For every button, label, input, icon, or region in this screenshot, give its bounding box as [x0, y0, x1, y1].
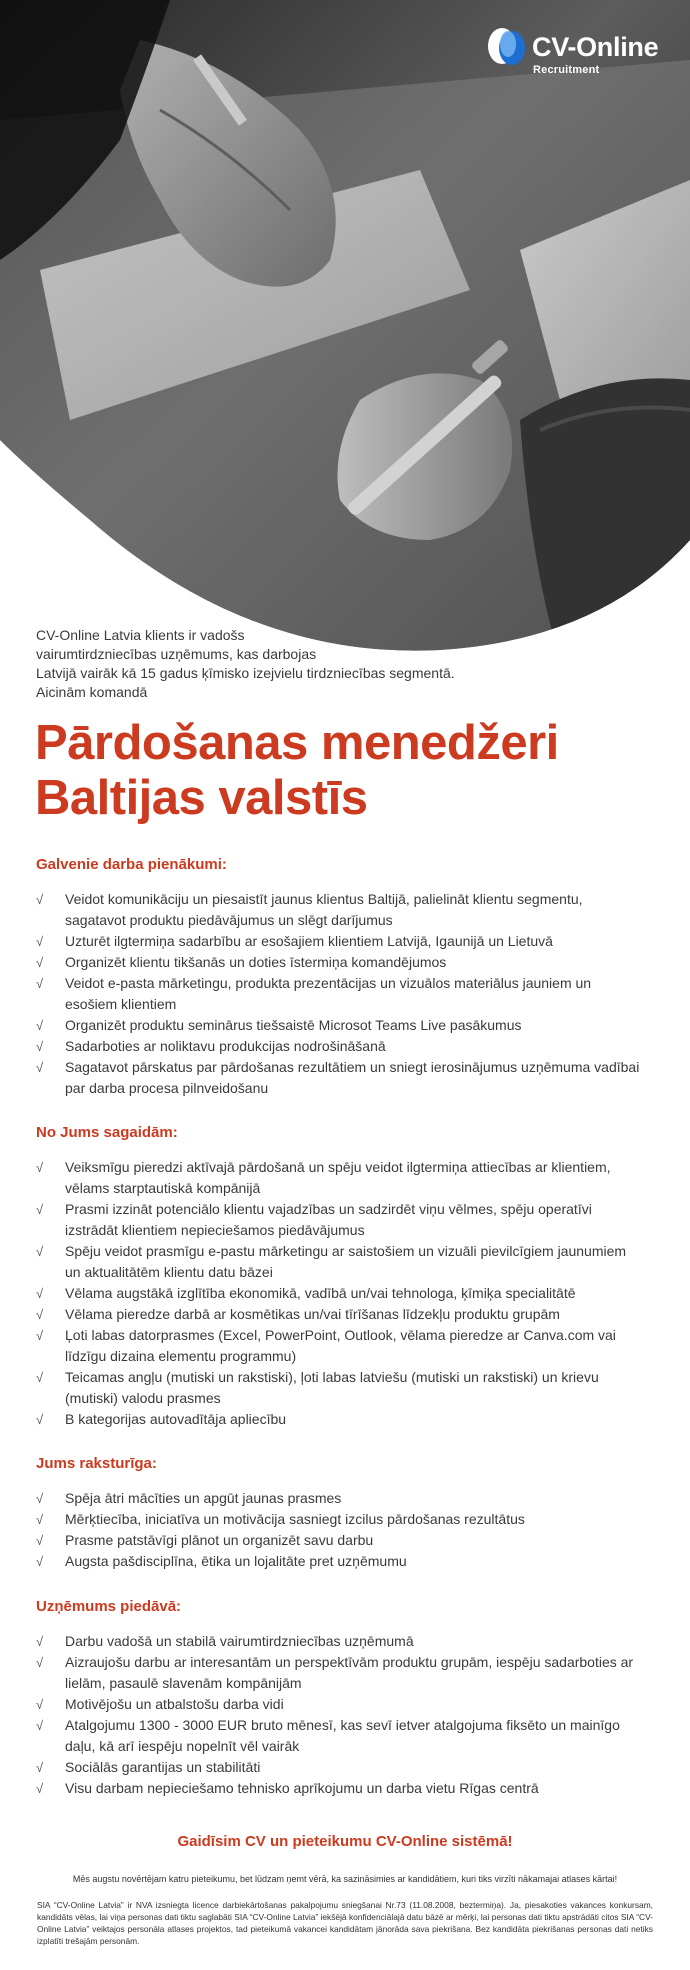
list-item — [36, 1551, 656, 1572]
list-item-text: Aizraujošu darbu ar interesantām un perspektīvām produktu grupām, iespēju sadarboties ar — [65, 1654, 634, 1670]
checkmark-icon: √ — [36, 1202, 44, 1217]
list-item — [36, 1778, 656, 1799]
list-item-text: Vēlama augstākā izglītība ekonomikā, vadībā un/vai tehnologa, ķīmiķa specialitātē — [65, 1285, 576, 1301]
traits-list — [36, 1488, 656, 1572]
list-item — [36, 973, 656, 1015]
checkmark-icon: √ — [36, 934, 44, 949]
logo-name: CV-Online — [532, 32, 659, 62]
list-item-text: Augsta pašdisciplīna, ētika un lojalitāte pret uzņēmumu — [65, 1553, 407, 1569]
checkmark-icon: √ — [36, 1554, 44, 1569]
list-item — [36, 1241, 656, 1283]
checkmark-icon: √ — [36, 955, 44, 970]
checkmark-icon: √ — [36, 1491, 44, 1506]
checkmark-icon: √ — [36, 976, 44, 991]
job-title — [35, 716, 655, 826]
list-item-text: Teicamas angļu (mutiski un rakstiski), ļoti labas latviešu (mutiski un rakstiski) un krievu — [65, 1369, 599, 1385]
cv-online-logo — [486, 22, 666, 80]
checkmark-icon: √ — [36, 1018, 44, 1033]
intro-line: Aicinām komandā — [36, 684, 148, 700]
list-item-text: (mutiski) valodu prasmes — [65, 1390, 221, 1406]
intro-text — [36, 626, 596, 702]
checkmark-icon: √ — [36, 892, 44, 907]
list-item-text: Prasmi izzināt potenciālo klientu vajadzības un sadzirdēt viņu vēlmes, spēju operatīvi — [65, 1201, 592, 1217]
duties-list — [36, 889, 656, 1099]
checkmark-icon: √ — [36, 1697, 44, 1712]
logo-subtitle: Recruitment — [533, 64, 600, 76]
checkmark-icon: √ — [36, 1512, 44, 1527]
list-item-text: Ļoti labas datorprasmes (Excel, PowerPoint, Outlook, vēlama pieredze ar Canva.com vai — [65, 1327, 616, 1343]
checkmark-icon: √ — [36, 1760, 44, 1775]
list-item — [36, 1409, 656, 1430]
list-item — [36, 1036, 656, 1057]
list-item-text: par darba procesa pilnveidošanu — [65, 1080, 269, 1096]
selection-note: Mēs augstu novērtējam katru pieteikumu, bet lūdzam ņemt vērā, ka sazināsimies ar kandidātiem, kuri tiks virzīti nākamajai atlases kārtai! — [72, 1874, 618, 1884]
checkmark-icon: √ — [36, 1060, 44, 1075]
checkmark-icon: √ — [36, 1328, 44, 1343]
list-item-text: Sagatavot pārskatus par pārdošanas rezultātiem un sniegt ierosinājumus uzņēmuma vadībai — [65, 1059, 640, 1075]
list-item — [36, 952, 656, 973]
list-item-text: vēlams starptautiskā kompānijā — [65, 1180, 261, 1196]
traits-heading: Jums raksturīga: — [36, 1455, 157, 1472]
list-item — [36, 1488, 656, 1509]
list-item — [36, 1631, 656, 1652]
list-item-text: un aktualitātēm klientu datu bāzei — [65, 1264, 273, 1280]
list-item-text: Veidot e-pasta mārketingu, produkta prezentācijas un vizuālos materiālus jauniem un — [65, 975, 592, 991]
list-item-text: Sadarboties ar noliktavu produkcijas nodrošināšanā — [65, 1038, 386, 1054]
list-item — [36, 1157, 656, 1199]
checkmark-icon: √ — [36, 1533, 44, 1548]
list-item — [36, 1694, 656, 1715]
list-item-text: Organizēt produktu seminārus tiešsaistē Microsot Teams Live pasākumus — [65, 1017, 522, 1033]
list-item-text: Darbu vadošā un stabilā vairumtirdzniecības uzņēmumā — [65, 1633, 414, 1649]
list-item — [36, 1509, 656, 1530]
checkmark-icon: √ — [36, 1286, 44, 1301]
list-item — [36, 1057, 656, 1099]
offer-heading: Uzņēmums piedāvā: — [36, 1598, 182, 1615]
list-item-text: Vēlama pieredze darbā ar kosmētikas un/vai tīrīšanas līdzekļu produktu grupām — [65, 1306, 560, 1322]
list-item-text: B kategorijas autovadītāja apliecību — [65, 1411, 287, 1427]
list-item — [36, 1530, 656, 1551]
list-item — [36, 1652, 656, 1694]
list-item — [36, 931, 656, 952]
cv-online-logo-mark-icon — [486, 24, 528, 68]
list-item-text: Motivējošu un atbalstošu darba vidi — [65, 1696, 284, 1712]
checkmark-icon: √ — [36, 1634, 44, 1649]
list-item — [36, 1367, 656, 1409]
checkmark-icon: √ — [36, 1412, 44, 1427]
checkmark-icon: √ — [36, 1039, 44, 1054]
job-title-line: Pārdošanas menedžeri — [35, 716, 559, 770]
list-item-text: Uzturēt ilgtermiņa sadarbību ar esošajiem klientiem Latvijā, Igaunijā un Lietuvā — [65, 933, 553, 949]
list-item — [36, 1715, 656, 1757]
expectations-list — [36, 1157, 656, 1430]
list-item — [36, 1325, 656, 1367]
list-item-text: Spēju veidot prasmīgu e-pastu mārketingu ar saistošiem un vizuāli pievilcīgiem jaunumiem — [65, 1243, 627, 1259]
list-item-text: Veiksmīgu pieredzi aktīvajā pārdošanā un spēju veidot ilgtermiņa attiecības ar klientiem, — [65, 1159, 611, 1175]
hero-photo — [0, 0, 690, 660]
call-to-action: Gaidīsim CV un pieteikumu CV-Online sistēmā! — [177, 1833, 513, 1850]
duties-heading: Galvenie darba pienākumi: — [36, 856, 227, 873]
offer-list — [36, 1631, 656, 1799]
checkmark-icon: √ — [36, 1307, 44, 1322]
list-item-text: lielām, pasaulē slavenām kompānijām — [65, 1675, 302, 1691]
list-item — [36, 889, 656, 931]
job-title-line: Baltijas valstīs — [35, 771, 368, 825]
legal-notice: SIA “CV-Online Latvia” ir NVA izsniegta licence darbiekārtošanas pakalpojumu sniegšanai Nr.73 (11.08.2008, beztermiņa). Ja, piesakoties vakances konkursam, kandidāts vēlas, lai viņa personas dati tiktu saglabāti SIA “CV-Online Latvia” iekšējā konfidenciālajā datu bāzē ar mērķi, lai personas dati tiktu apstrādāti citos SIA “CV-Online Latvia” veiktajos personāla atlases projektos, tad pieteikumā vakancei kandidātam jānorāda sava piekrišana. Bez kandidāta piekrišanas personas dati netiks izplatīti trešajām personām. — [37, 1900, 653, 1946]
list-item-text: Mērķtiecība, iniciatīva un motivācija sasniegt izcilus pārdošanas rezultātus — [65, 1511, 525, 1527]
list-item-text: Organizēt klientu tikšanās un doties īstermiņa komandējumos — [65, 954, 447, 970]
list-item — [36, 1304, 656, 1325]
intro-line: CV-Online Latvia klients ir vadošs — [36, 627, 245, 643]
checkmark-icon: √ — [36, 1160, 44, 1175]
list-item — [36, 1015, 656, 1036]
list-item-text: daļu, kā arī iespēju nopelnīt vēl vairāk — [65, 1738, 300, 1754]
list-item-text: esošiem klientiem — [65, 996, 177, 1012]
list-item-text: līdzīgu dizaina elementu programmu) — [65, 1348, 297, 1364]
list-item — [36, 1199, 656, 1241]
list-item-text: Spēja ātri mācīties un apgūt jaunas prasmes — [65, 1490, 342, 1506]
expectations-heading: No Jums sagaidām: — [36, 1124, 178, 1141]
list-item-text: Visu darbam nepieciešamo tehnisko aprīkojumu un darba vietu Rīgas centrā — [65, 1780, 539, 1796]
checkmark-icon: √ — [36, 1655, 44, 1670]
checkmark-icon: √ — [36, 1244, 44, 1259]
list-item-text: Prasme patstāvīgi plānot un organizēt savu darbu — [65, 1532, 374, 1548]
checkmark-icon: √ — [36, 1781, 44, 1796]
list-item-text: Veidot komunikāciju un piesaistīt jaunus klientus Baltijā, palielināt klientu segmentu, — [65, 891, 583, 907]
list-item-text: Sociālās garantijas un stabilitāti — [65, 1759, 261, 1775]
list-item — [36, 1283, 656, 1304]
checkmark-icon: √ — [36, 1718, 44, 1733]
list-item-text: sagatavot produktu piedāvājumus un slēgt darījumus — [65, 912, 393, 928]
intro-line: Latvijā vairāk kā 15 gadus ķīmisko izejvielu tirdzniecības segmentā. — [36, 665, 455, 681]
list-item-text: izstrādāt klientiem nepieciešamos piedāvājumus — [65, 1222, 365, 1238]
checkmark-icon: √ — [36, 1370, 44, 1385]
list-item — [36, 1757, 656, 1778]
intro-line: vairumtirdzniecības uzņēmums, kas darbojas — [36, 646, 317, 662]
list-item-text: Atalgojumu 1300 - 3000 EUR bruto mēnesī, kas sevī ietver atalgojuma fiksēto un mainīgo — [65, 1717, 620, 1733]
